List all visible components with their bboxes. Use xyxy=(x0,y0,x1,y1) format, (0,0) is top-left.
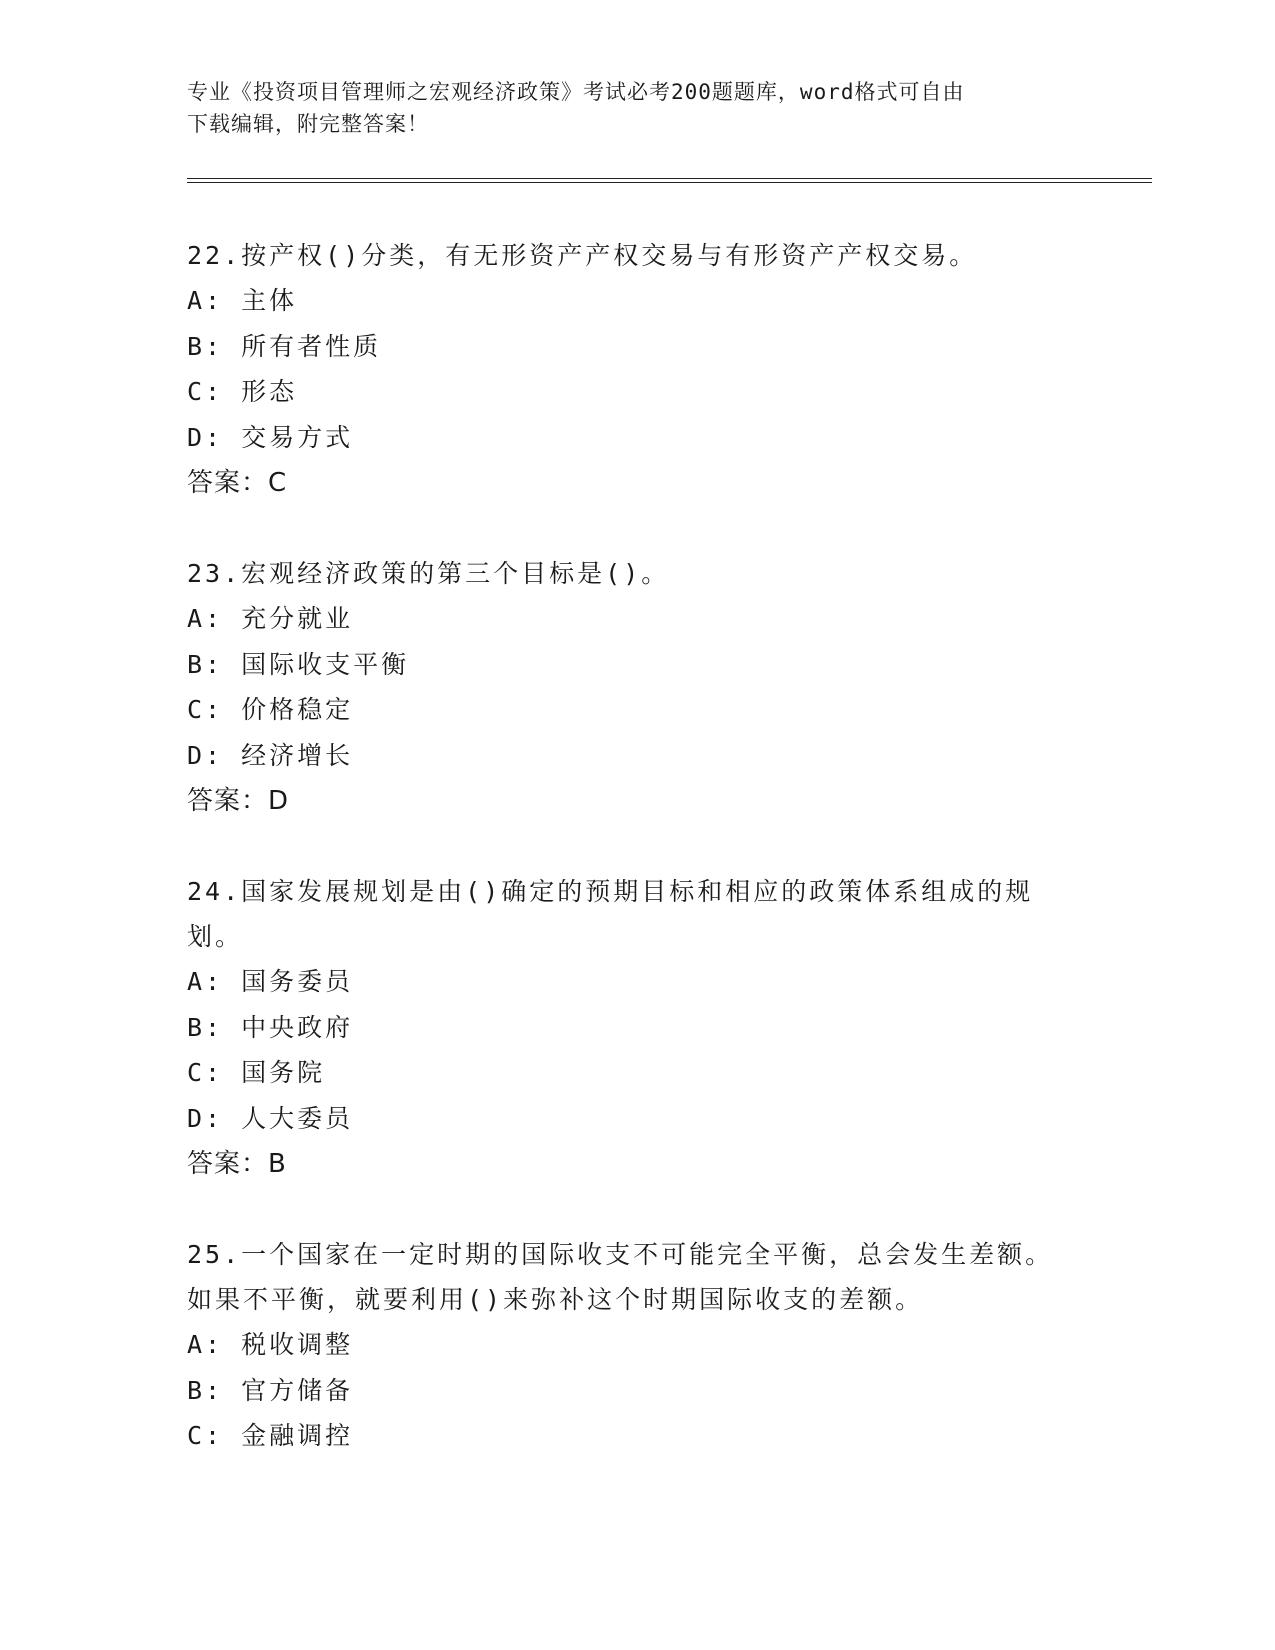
option-text: 价格稳定 xyxy=(241,695,354,724)
question-25 xyxy=(187,1232,1067,1459)
option-letter: A: xyxy=(187,286,224,315)
option-text: 交易方式 xyxy=(241,422,354,452)
option-letter: C: xyxy=(187,1421,224,1450)
option-b xyxy=(187,1368,1067,1414)
question-23 xyxy=(187,551,1067,824)
question-stem: 25.一个国家在一定时期的国际收支不可能完全平衡，总会发生差额。如果不平衡，就要利用()来弥补这个时期国际收支的差额。 xyxy=(187,1240,1054,1314)
option-letter: C: xyxy=(187,1058,224,1087)
option-d xyxy=(187,733,1067,779)
option-d xyxy=(187,1096,1067,1142)
option-c xyxy=(187,369,1067,415)
option-c xyxy=(187,1050,1067,1096)
option-c xyxy=(187,687,1067,733)
option-letter: B: xyxy=(187,649,224,679)
option-letter: B: xyxy=(187,1012,224,1042)
answer-line: 答案：B xyxy=(187,1149,287,1179)
option-text: 官方储备 xyxy=(241,1375,354,1405)
question-stem: 24.国家发展规划是由()确定的预期目标和相应的政策体系组成的规划。 xyxy=(187,877,1034,951)
option-a xyxy=(187,278,1067,324)
option-text: 中央政府 xyxy=(241,1012,354,1042)
option-letter: C: xyxy=(187,377,224,406)
option-text: 金融调控 xyxy=(241,1421,354,1450)
question-22 xyxy=(187,233,1067,506)
question-24 xyxy=(187,869,1067,1187)
option-letter: D: xyxy=(187,1103,224,1133)
option-text: 人大委员 xyxy=(241,1103,354,1133)
question-stem: 23.宏观经济政策的第三个目标是()。 xyxy=(187,559,670,588)
option-letter: B: xyxy=(187,331,224,361)
option-text: 国务院 xyxy=(241,1058,326,1087)
header-line-2: 下载编辑，附完整答案！ xyxy=(187,112,429,136)
question-stem: 22.按产权()分类，有无形资产产权交易与有形资产产权交易。 xyxy=(187,241,978,270)
option-text: 形态 xyxy=(241,377,298,406)
option-d xyxy=(187,415,1067,461)
option-text: 国务委员 xyxy=(241,967,354,996)
option-text: 主体 xyxy=(241,286,298,315)
header-divider-bottom xyxy=(187,182,1152,183)
header-divider-top xyxy=(187,178,1152,179)
answer-line: 答案：D xyxy=(187,786,290,816)
option-letter: A: xyxy=(187,1330,224,1359)
option-text: 国际收支平衡 xyxy=(241,649,410,679)
option-text: 所有者性质 xyxy=(241,331,382,361)
option-letter: C: xyxy=(187,695,224,724)
option-letter: A: xyxy=(187,967,224,996)
option-c xyxy=(187,1413,1067,1459)
option-letter: D: xyxy=(187,740,224,770)
option-a xyxy=(187,1322,1067,1368)
option-b xyxy=(187,324,1067,370)
option-letter: A: xyxy=(187,604,224,633)
option-letter: B: xyxy=(187,1375,224,1405)
option-text: 税收调整 xyxy=(241,1330,354,1359)
option-text: 充分就业 xyxy=(241,604,354,633)
option-text: 经济增长 xyxy=(241,740,354,770)
answer-line: 答案：C xyxy=(187,468,288,498)
option-b xyxy=(187,1005,1067,1051)
document-header xyxy=(187,76,1057,140)
option-a xyxy=(187,596,1067,642)
header-line-1: 专业《投资项目管理师之宏观经济政策》考试必考200题题库，word格式可自由 xyxy=(187,80,965,104)
option-a xyxy=(187,959,1067,1005)
option-b xyxy=(187,642,1067,688)
option-letter: D: xyxy=(187,422,224,452)
